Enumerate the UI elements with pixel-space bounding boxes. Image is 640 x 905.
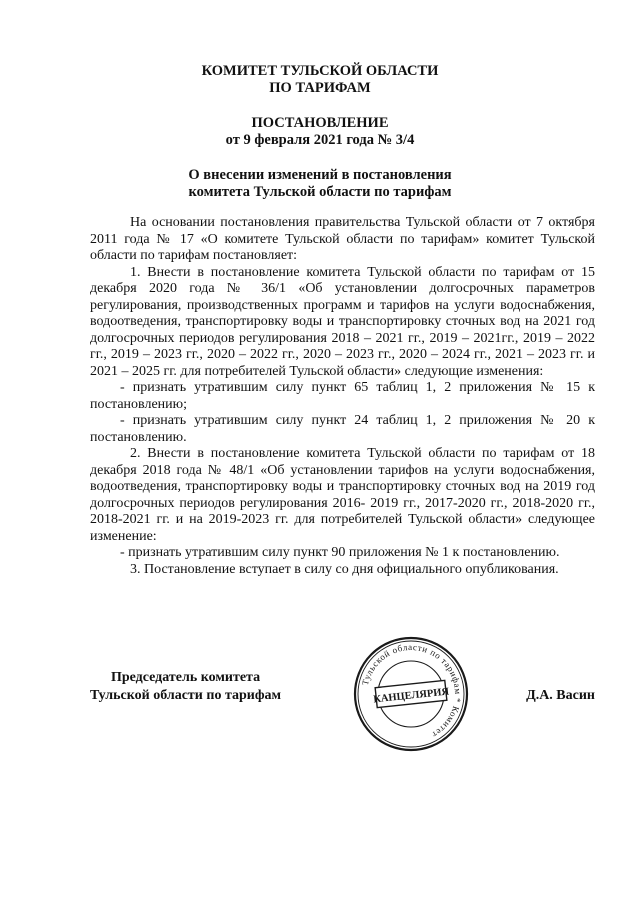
signatory-name: Д.А. Васин — [526, 688, 595, 703]
subject-line-2: комитета Тульской области по тарифам — [188, 184, 452, 200]
document-title — [0, 115, 640, 149]
item-3-paragraph: 3. Постановление вступает в силу со дня официального опубликования. — [130, 561, 559, 577]
org-line-2: ПО ТАРИФАМ — [269, 80, 371, 96]
item-1-paragraph: 1. Внести в постановление комитета Тульской области по тарифам от 15 декабря 2020 года № 36/1 «Об установлении долгосрочных параметров регулирования, производственных программ и тарифов на услуги водоснабжения, водоотведения, транспортировку воды и транспортировку сточных вод на 2021 год долгосрочных периодов регулирования 2018 – 2021 гг., 2019 – 2021гг., 2019 – 2022 гг., 2019 – 2023 гг., 2020 – 2022 гг., 2020 – 2023 гг., 2020 – 2024 гг., 2021 – 2023 гг. и 2021 – 2025 гг. для потребителей Тульской области» следующие изменения: — [90, 264, 595, 379]
item-1-sub-2: - признать утратившим силу пункт 24 таблиц 1, 2 приложения № 20 к постановлению. — [90, 413, 595, 445]
item-2-sub-1: - признать утратившим силу пункт 90 приложения № 1 к постановлению. — [120, 545, 560, 560]
intro-paragraph: На основании постановления правительства Тульской области от 7 октября 2011 года № 17 «О комитете Тульской области по тарифам» комитет Тульской области по тарифам постановляет: — [90, 215, 595, 263]
item-1-sub-1: - признать утратившим силу пункт 65 таблиц 1, 2 приложения № 15 к постановлению; — [90, 380, 595, 412]
doc-date-number: от 9 февраля 2021 года № 3/4 — [225, 132, 415, 148]
position-line-1: Председатель комитета — [110, 670, 261, 685]
seal-ring-text: Тульской области по тарифам * Комитет — [359, 641, 464, 741]
item-2-paragraph: 2. Внести в постановление комитета Тульской области по тарифам от 18 декабря 2018 года № 48/1 «Об установлении тарифов на услуги водоснабжения, водоотведения, транспортировку воды и транспортировку сточных вод на 2019 год долгосрочных периодов регулирования 2016- 2019 гг., 2017-2020 гг., 2018-2020 гг., 2018-2021 гг. и на 2019-2023 гг. для потребителей Тульской области» следующее изменение: — [90, 446, 595, 544]
document-subject — [0, 167, 640, 201]
subject-line-1: О внесении изменений в постановления — [188, 167, 452, 183]
seal-center-text: КАНЦЕЛЯРИЯ — [372, 686, 450, 706]
official-seal — [350, 633, 472, 755]
signatory-position — [90, 669, 281, 705]
position-line-2: Тульской области по тарифам — [90, 688, 282, 703]
organization-heading — [0, 63, 640, 97]
document-body — [90, 215, 595, 578]
seal-graphic — [350, 633, 472, 755]
org-line-1: КОМИТЕТ ТУЛЬСКОЙ ОБЛАСТИ — [201, 63, 439, 79]
doc-type: ПОСТАНОВЛЕНИЕ — [251, 115, 389, 131]
